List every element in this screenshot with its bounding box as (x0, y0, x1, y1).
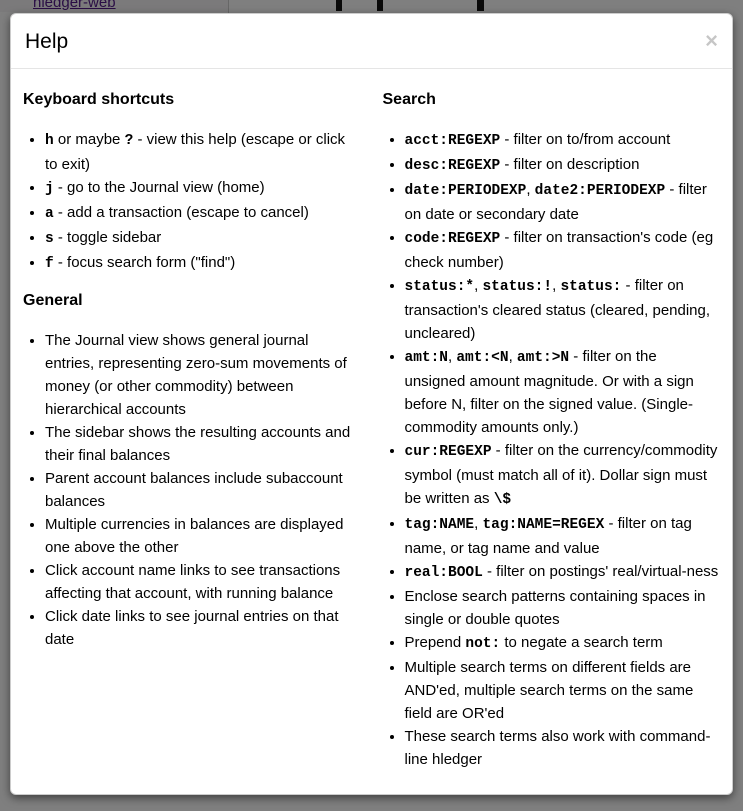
close-icon[interactable]: × (705, 28, 718, 53)
help-item: • Multiple search terms on different fields are AND'ed, multiple search terms on the same field are OR'ed (405, 656, 721, 725)
code-term: acct:REGEXP (404, 133, 501, 149)
code-term: status:* (404, 279, 475, 295)
help-column-right (383, 90, 721, 781)
help-list (383, 128, 721, 771)
help-column-left (23, 90, 361, 781)
code-term: h (45, 133, 54, 149)
help-item: • tag:NAME, tag:NAME=REGEX - filter on tag name, or tag name and value (405, 512, 721, 560)
help-item: • Enclose search patterns containing spaces in single or double quotes (405, 585, 721, 631)
help-item: • f - focus search form ("find") (45, 251, 361, 276)
section-heading: Keyboard shortcuts (23, 91, 175, 108)
code-term: status:! (482, 279, 553, 295)
help-item: • Parent account balances include subaccount balances (45, 467, 361, 513)
modal-header (11, 14, 732, 69)
code-term: s (45, 231, 54, 247)
help-item: • code:REGEXP - filter on transaction's code (eg check number) (405, 226, 721, 274)
help-item: • date:PERIODEXP, date2:PERIODEXP - filter on date or secondary date (405, 178, 721, 226)
help-item: • h or maybe ? - view this help (escape or click to exit) (45, 128, 361, 176)
help-item: • Multiple currencies in balances are displayed one above the other (45, 513, 361, 559)
help-item: • amt:N, amt:<N, amt:>N - filter on the unsigned amount magnitude. Or with a sign before N, filter on the signed value. (Single-commodity amounts only.) (405, 345, 721, 439)
help-item: • The Journal view shows general journal entries, representing zero-sum movements of money (or other commodity) between hierarchical accounts (45, 329, 361, 421)
help-list (23, 329, 361, 651)
help-item: • acct:REGEXP - filter on to/from account (405, 128, 721, 153)
modal-body (11, 69, 732, 795)
code-term: a (45, 206, 54, 222)
help-modal (10, 13, 733, 795)
help-item: • desc:REGEXP - filter on description (405, 153, 721, 178)
help-item: • real:BOOL - filter on postings' real/virtual-ness (405, 560, 721, 585)
help-item: • These search terms also work with command-line hledger (405, 725, 721, 771)
code-term: f (45, 256, 54, 272)
code-term: tag:NAME (404, 517, 475, 533)
code-term: amt:N (404, 350, 449, 366)
section-heading: General (23, 292, 83, 309)
code-term: real:BOOL (404, 565, 483, 581)
code-term: date2:PERIODEXP (534, 183, 666, 199)
help-item: • a - add a transaction (escape to cancel) (45, 201, 361, 226)
code-term: not: (465, 636, 501, 652)
code-term: tag:NAME=REGEX (482, 517, 605, 533)
code-term: amt:>N (516, 350, 570, 366)
modal-title: Help (25, 30, 69, 53)
code-term: status: (560, 279, 622, 295)
code-term: amt:<N (456, 350, 509, 366)
code-term: desc:REGEXP (404, 158, 501, 174)
section-heading: Search (382, 91, 436, 108)
code-term: date:PERIODEXP (404, 183, 527, 199)
help-item: • status:*, status:!, status: - filter on transaction's cleared status (cleared, pending, uncleared) (405, 274, 721, 345)
help-item: • Click date links to see journal entries on that date (45, 605, 361, 651)
help-list (23, 128, 361, 276)
code-term: ? (124, 133, 134, 149)
help-item: • cur:REGEXP - filter on the currency/commodity symbol (must match all of it). Dollar sign must be written as \$ (405, 439, 721, 512)
help-item: • s - toggle sidebar (45, 226, 361, 251)
code-term: j (45, 181, 54, 197)
help-item: • j - go to the Journal view (home) (45, 176, 361, 201)
code-term: code:REGEXP (404, 231, 501, 247)
help-item: • The sidebar shows the resulting accounts and their final balances (45, 421, 361, 467)
code-term: \$ (493, 492, 512, 508)
help-item: • Click account name links to see transactions affecting that account, with running balance (45, 559, 361, 605)
help-item: • Prepend not: to negate a search term (405, 631, 721, 656)
code-term: cur:REGEXP (404, 444, 492, 460)
